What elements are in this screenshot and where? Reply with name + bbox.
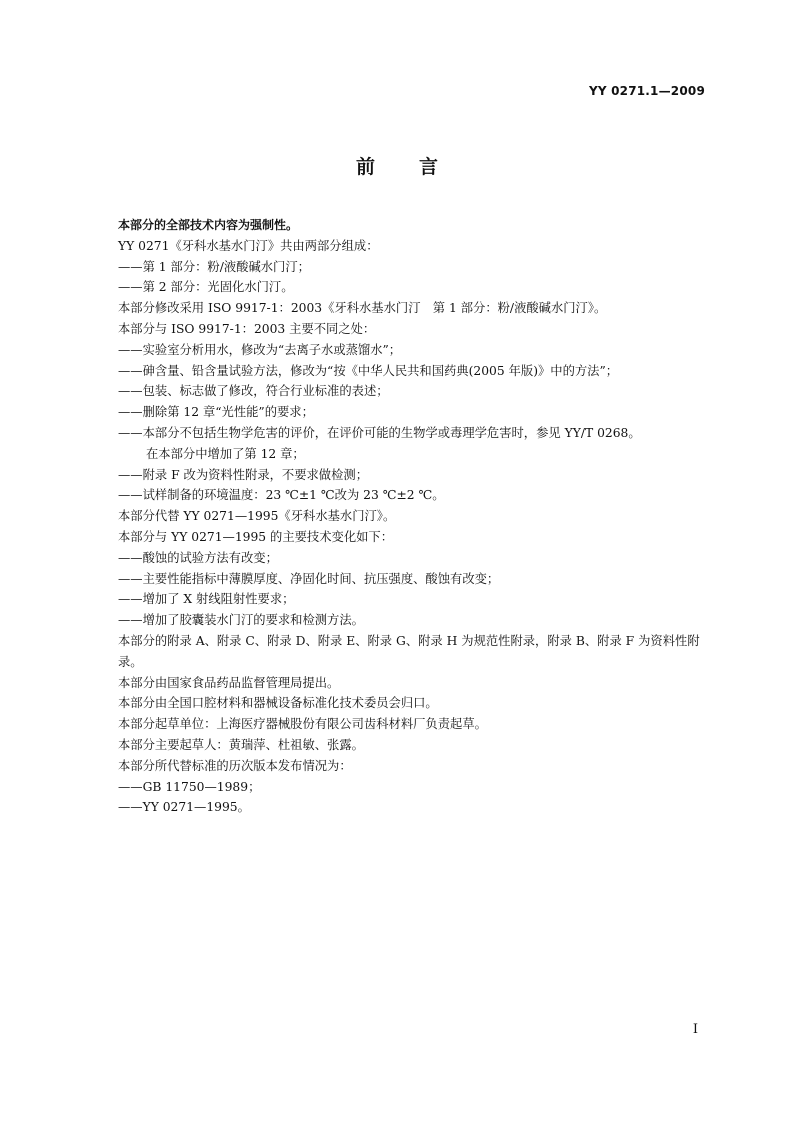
paragraph-line: 本部分修改采用 ISO 9917-1：2003《牙科水基水门汀 第 1 部分：粉/液酸碱水门汀》。: [118, 301, 607, 316]
paragraph-line: ——包装、标志做了修改，符合行业标准的表述；: [118, 384, 389, 399]
paragraph-line: 在本部分中增加了第 12 章；: [146, 446, 305, 461]
paragraph-line: ——GB 11750—1989；: [118, 779, 261, 794]
paragraph-line: ——本部分不包括生物学危害的评价，在评价可能的生物学或毒理学危害时，参见 YY/T 0268。: [118, 425, 641, 440]
paragraph-line: ——主要性能指标中薄膜厚度、净固化时间、抗压强度、酸蚀有改变；: [118, 571, 500, 586]
paragraph-line: ——附录 F 改为资料性附录，不要求做检测；: [118, 467, 368, 482]
page-title: 前言: [355, 156, 482, 178]
paragraph-line: ——增加了 X 射线阻射性要求；: [118, 592, 295, 607]
paragraph-line: ——第 1 部分：粉/液酸碱水门汀；: [118, 259, 310, 274]
paragraph-line: ——YY 0271—1995。: [118, 800, 250, 815]
paragraph-line: 本部分起草单位：上海医疗器械股份有限公司齿科材料厂负责起草。: [118, 717, 487, 732]
paragraph-line: 本部分的附录 A、附录 C、附录 D、附录 E、附录 G、附录 H 为规范性附录，附录 B、附录 F 为资料性附录。: [118, 633, 700, 669]
foreword-body: [90, 215, 706, 818]
paragraph-line: ——第 2 部分：光固化水门汀。: [118, 280, 294, 295]
paragraph-line: ——实验室分析用水，修改为“去离子水或蒸馏水”；: [118, 342, 402, 357]
paragraph-line: 本部分由全国口腔材料和器械设备标准化技术委员会归口。: [118, 696, 438, 711]
paragraph-line: 本部分代替 YY 0271—1995《牙科水基水门汀》。: [118, 509, 396, 524]
paragraph-line: 本部分由国家食品药品监督管理局提出。: [118, 675, 340, 690]
paragraph-line: ——试样制备的环境温度：23 ℃±1 ℃改为 23 ℃±2 ℃。: [118, 488, 445, 503]
paragraph-line: 本部分主要起草人：黄瑞萍、杜祖敏、张露。: [118, 737, 364, 752]
paragraph-line: 本部分与 ISO 9917-1：2003 主要不同之处：: [118, 321, 376, 336]
paragraph-line: 本部分的全部技术内容为强制性。: [118, 218, 299, 232]
standard-number: YY 0271.1—2009: [588, 84, 705, 98]
paragraph-line: YY 0271《牙科水基水门汀》共由两部分组成：: [118, 238, 379, 253]
paragraph-line: ——增加了胶囊装水门汀的要求和检测方法。: [118, 613, 364, 628]
paragraph-line: ——删除第 12 章“光性能”的要求；: [118, 405, 314, 420]
paragraph-line: 本部分与 YY 0271—1995 的主要技术变化如下：: [118, 529, 394, 544]
paragraph-line: ——酸蚀的试验方法有改变；: [118, 550, 278, 565]
page-number: I: [692, 1022, 698, 1037]
paragraph-line: 本部分所代替标准的历次版本发布情况为：: [118, 758, 352, 773]
paragraph-line: ——砷含量、铅含量试验方法，修改为“按《中华人民共和国药典(2005 年版)》中的方法”；: [118, 363, 619, 378]
